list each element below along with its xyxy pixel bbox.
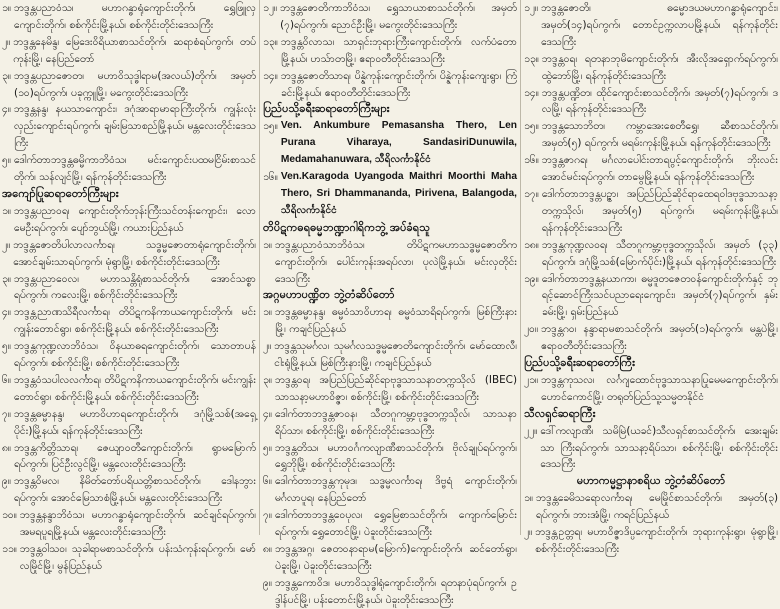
item-text: ဘဒ္ဒန္တနေမိန္ဒ၊ မြေဒေးဝိရိယာစာသင်တိုက်၊ ဆရာစံရပ်ကွက်၊ တပ်ကုန်းမြို့၊ နေပြည်တော် <box>13 35 256 65</box>
item-number: ၃။ <box>2 272 11 285</box>
item-text: ဒေါက်တာဘဒ္ဒန္တဝေပုလ၊ ရွှေမြေစာသင်တိုက်၊ ကျောက်မြောင်းရပ်ကွက်၊ ရွှေတောင်မြို့၊ ပဲခူးတိုင်းဒေသကြီး <box>275 509 517 539</box>
item-number: ၆။ <box>2 373 11 386</box>
item-text: ဘဒ္ဒန္တဇောတိပါလာလင်္ကာရ၊ သဒ္ဓမ္မဇောတာရုံကျောင်းတိုက်၊ အောင်ချမ်းသာရပ်ကွက်၊ မုံရွာမြို့၊ စစ်ကိုင်းတိုင်းဒေသကြီး <box>13 238 256 268</box>
item-text: ဘဒ္ဒန္တပညာဇောတ၊ မဟာဝိသုဒ္ဓါရာမ(အလယ်)တိုက်၊ အမှတ် (၁၀)ရပ်ကွက်၊ ပခုက္ကူမြို့၊ မကွေးတိုင်းဒေသကြီး <box>14 69 256 99</box>
item-text: ဒေါက်တာဘဒ္ဒန္တဓမ္မိကာဘိဝံသ၊ မင်းကျောင်းပထမငြိမ်းစာသင်တိုက်၊ သန်လျင်မြို့၊ ရန်ကုန်တိုင်းဒေသကြီး <box>14 154 256 184</box>
item-number: ၃။ <box>2 69 11 82</box>
item-text: ဘဒ္ဒန္တဂဝ၊ နန္ဒာရာမစာသင်တိုက်၊ အမှတ်(၁)ရပ်ကွက်၊ မန္တပဲမြို့၊ ဧရာဝတီတိုင်းဒေသကြီး <box>541 323 778 353</box>
list-item <box>524 490 778 524</box>
item-number: ၁။ <box>2 204 11 217</box>
list-item <box>524 271 778 322</box>
item-number: ၁၄။ <box>524 86 539 99</box>
item-number: ၅။ <box>263 441 272 454</box>
list-item <box>263 338 517 372</box>
item-text: ဘဒ္ဒန္တကိတ္တိသာရ၊ ဇေယျာဝတီကျောင်းတိုက်၊ ရွာမမြောက်ရပ်ကွက်၊ ပြင်ဦးလွင်မြို့၊ မန္တလေးတိုင်းဒေသကြီး <box>14 441 256 471</box>
section-heading: တိပိဋကဓရဓမ္မဘဏ္ဍာဂါရိကဘွဲ့ အပ်ခံရသူ <box>263 220 431 234</box>
item-text: ဒေါက်တာဘဒ္ဒန္တပဉ္ဇာ၊ အပြည်ပြည်ဆိုင်ရာထေရဝါဒဗုဒ္ဓသာသနာ့တက္ကသိုလ်၊ အမှတ်(၅) ရပ်ကွက်၊ မရမ်းကုန်းမြို့နယ်၊ ရန်ကုန်တိုင်းဒေသကြီး <box>541 187 778 234</box>
item-number: ၁။ <box>2 2 11 14</box>
item-text: ဘဒ္ဒန္တတိသ၊ မဟာဝင်္ဂကလျာဏီစာသင်တိုက်၊ ဗိုလ်ချုပ်ရပ်ကွက်၊ ရွှေဘိုမြို့၊ စစ်ကိုင်းတိုင်းဒေသကြီး <box>275 441 517 471</box>
list-item <box>2 68 256 102</box>
list-item <box>524 524 778 558</box>
item-text: ဘဒ္ဒန္တပညာဝံသာဘိဝံသ၊ တိပိဋကမဟာသဒ္ဓမ္မဇောတိကကျောင်းတိုက်၊ ပေါင်းကုန်းအရပ်လာ၊ ပုလဲမြို့နယ်၊ မင်းလှတိုင်းဒေသကြီး <box>275 238 517 285</box>
item-number: ၂၂။ <box>524 424 538 437</box>
item-number: ၄။ <box>2 306 11 319</box>
item-text: ဘဒ္ဒန္တဇာဂရ၊ မင်္ဂလာပေါင်းတာရပွင့်ကျောင်းတိုက်၊ ဘိုးလင်းအောင်မင်းရပ်ကွက်၊ တာမွေမြို့နယ်၊ ရန်ကုန်တိုင်းဒေသကြီး <box>541 154 778 184</box>
item-text: ဒေါက်တာဘဒ္ဒန္တကုမုဒ၊ သဒ္ဓမ္မလင်္ကာရ၊ ဒိဗ္ဗရံ ကျောင်းတိုက်၊ မင်္ဂလာပူရ၊ နေပြည်တော် <box>275 475 517 505</box>
item-number: ၁၁။ <box>2 543 17 555</box>
list-item <box>2 473 256 507</box>
item-text: ဘဒ္ဒန္တဝရ၊ အပြည်ပြည်ဆိုင်ရာဗုဒ္ဓသာသနာတက္ကသိုလ် (IBEC) သာသနာ့မဟာဝိဇ္ဇာ၊ စစ်ကိုင်းမြို့၊ စစ်ကိုင်းတိုင်းဒေသကြီး <box>275 373 517 403</box>
list-item <box>263 118 517 169</box>
item-number: ၁။ <box>524 492 533 505</box>
list-item <box>2 34 256 68</box>
list-item <box>2 507 256 541</box>
item-text: ဘဒ္ဒန္တနန္ဒာဘိဝံသ၊ မဟာဂန္ဓာရုံကျောင်းတိုက်၊ ဆင်ချင်ရပ်ကွက်၊ အမရပူရမြို့နယ်၊ မန္တလေးတိုင်းဒေသကြီး <box>19 509 256 539</box>
item-number: ၄။ <box>263 407 272 420</box>
newspaper-page <box>2 0 778 606</box>
item-number: ၈။ <box>263 543 273 555</box>
column-2 <box>263 0 517 606</box>
list-item <box>524 186 778 237</box>
list-item <box>2 338 256 372</box>
item-text: ဘဒ္ဒန္တပညာဝရ၊ ကျောင်းတိုက်ဘုန်းကြီးသင်တန်းကျောင်း၊ လောမေဦးရပ်ကွက်၊ ပျော်ဘွယ်မြို့၊ ကယားပြည်နယ် <box>14 204 256 234</box>
item-number: ၈။ <box>2 441 12 454</box>
item-text: ဘဒ္ဒန္တဝိမလ၊ နိမိတ်တော်ပရိယတ္တိစာသင်တိုက်၊ ဒေါနဘွား ရပ်ကွက်၊ အောင်မြေသာစံမြို့နယ်၊ မန္တလေးတိုင်းဒေသကြီး <box>14 475 256 505</box>
item-number: ၄။ <box>2 103 11 116</box>
item-text: ဘဒ္ဒန္တညာဏသိရီလင်္ကာရ၊ တိပိဋကနိကာယကျောင်းတိုက်၊ မင်းကျွန်းတောင်ရွာ၊ စစ်ကိုင်းမြို့နယ်၊ စစ်ကိုင်းတိုင်းဒေသကြီး <box>14 306 256 336</box>
list-item <box>2 440 256 474</box>
item-number: ၃။ <box>263 373 272 386</box>
list-item <box>524 237 778 271</box>
list-item <box>2 304 256 338</box>
item-text: ဘဒ္ဒန္တခေမိသရောလင်္ကာရ၊ မေမြိုင်စာသင်တိုက်၊ အမှတ်(၃) ရပ်ကွက်၊ ဘားအံမြို့၊ ကရင်ပြည်နယ် <box>536 492 778 522</box>
item-number: ၆။ <box>263 475 272 488</box>
list-item <box>263 237 517 288</box>
item-text: ဘဒ္ဒန္တဇောတိသာရ၊ ပိန္နဲကုန်းကျောင်းတိုက်၊ ပိန္နဲကုန်းကျေးရွာ၊ ကြံခင်းမြို့နယ်၊ ဧရာဝတီတိုင်းဒေသကြီး <box>280 69 517 99</box>
item-number: ၁၇။ <box>524 187 539 200</box>
item-number: ၇။ <box>2 407 11 420</box>
column-3 <box>524 0 778 555</box>
item-text: Ven. Ankumbure Pemasansha Thero, Len Purana Viharaya, SandasiriDunuwila, Medamahanuwara, သီရိလင်္ကာနိုင်ငံ <box>280 120 517 166</box>
item-text: ဘဒ္ဒန္တအဂ္ဂ၊ ဇေတဝနာရာမ(မြောက်)ကျောင်းတိုက်၊ ဆင်တော်ရွာ၊ ပဲခူးမြို့၊ ပဲခူးတိုင်းဒေသကြီး <box>275 543 517 572</box>
list-item <box>263 406 517 440</box>
item-text: ဘဒ္ဒန္တပညာဝေလ၊ မဟာသန္တိရုံစာသင်တိုက်၊ အောင်သစ္စာ ရပ်ကွက်၊ ကလေးမြို့၊ စစ်ကိုင်းတိုင်းဒေသကြီး <box>14 272 256 302</box>
list-item <box>524 85 778 119</box>
item-text: ဘဒ္ဒန္တကုဏ္ဍလဝရ၊ သီတဂူကမ္ဘာ့ဗုဒ္ဓတက္ကသိုလ်၊ အမှတ် (၃၃) ရပ်ကွက်၊ ဒဂုံမြို့သစ်(မြောက်ပိုင်း)မြို့နယ်၊ ရန်ကုန်တိုင်းဒေသကြီး <box>541 238 778 268</box>
list-item <box>263 304 517 338</box>
list-item <box>524 372 778 406</box>
list-item <box>263 68 517 102</box>
item-number: ၂။ <box>2 238 11 251</box>
column-1 <box>2 0 256 572</box>
item-text: ဘဒ္ဒန္တကုသလ၊ လင်္ဂဂျထောင်ဗုဒ္ဓသာသနာပြုမေမကျောင်းတိုက်၊ ဟောင်ကောင်မြို့၊ တရုတ်ပြည်သူ့သမ္မတနိုင်ငံ <box>541 373 778 403</box>
list-item <box>2 406 256 440</box>
list-item <box>263 473 517 507</box>
list-item <box>263 507 517 541</box>
item-number: ၁၅။ <box>263 120 278 133</box>
list-item <box>263 169 517 220</box>
item-text: ဘဒ္ဒန္တပညာဝံသ၊ မဟာဂန္ဓာရုံကျောင်းတိုက်၊ ရွှေဖြူလှကျောင်းတိုက်၊ စစ်ကိုင်းမြို့နယ်၊ စစ်ကိုင်းတိုင်းဒေသကြီး <box>14 2 256 31</box>
item-number: ၁၆။ <box>263 171 278 184</box>
list-item <box>263 440 517 474</box>
item-text: ဒေါ်ကလျာဏီ၊ သမိမြဲ(ယခင်)သီလရှင်စာသင်တိုက်၊ အေးချမ်းသာ ကြီးရပ်ကွက်၊ သာသနာ့ရိပ်သာ၊ စစ်ကိုင်းမြို့၊ စစ်ကိုင်းတိုင်း ဒေသကြီး <box>540 424 778 471</box>
item-text: ဘဒ္ဒန္တဓမ္မာနန္ဒ၊ ဓမ္မဝံသာဝိဟာရ၊ ဓမ္မဝံသာရိရပ်ကွက်၊ မြစ်ကြီးနားမြို့၊ ကချင်ပြည်နယ် <box>275 306 517 336</box>
item-text: ဘဒ္ဒန္တဝရ၊ ရတနာဘုမိကျောင်းတိုက်၊ အီးလိုအရှောက်ရပ်ကွက်၊ ထွဲဘော်မြို့၊ ရန်ကုန်တိုင်းဒေသကြီး <box>541 52 778 82</box>
item-number: ၁၀။ <box>2 509 17 522</box>
list-item <box>524 152 778 186</box>
section-heading: ပြည်ပသို့ခရီးဆရာတော်ကြီး <box>524 356 635 370</box>
list-item <box>524 423 778 474</box>
item-text: ဘဒ္ဒန္တပဏ္ဍိတ၊ ထိုင်ကျောင်းစာသင်တိုက်၊ အမှတ်(၇)ရပ်ကွက်၊ ဒလမြို့၊ ရန်ကုန်တိုင်းဒေသကြီး <box>541 86 778 116</box>
item-text: ဘဒ္ဒန္တဓမ္မာနန္ဒ၊ မဟာဝိဟာရကျောင်းတိုက်၊ ဒဂုံမြို့သစ်(အရှေ့ပိုင်း)မြို့နယ်၊ ရန်ကုန်တိုင်းဒေသကြီး <box>14 407 256 437</box>
item-number: ၁၄။ <box>263 69 278 82</box>
item-text: ဘဒ္ဒန္တဝိလာသ၊ သာရှင်းဘုရားကြီးကျောင်းတိုက်၊ လက်ပံတောမြို့နယ်၊ ဟသ်ာတမြို့၊ ဧရာဝတီတိုင်းဒေသကြီး <box>280 35 517 65</box>
list-item <box>2 0 256 34</box>
list-item <box>2 203 256 237</box>
item-number: ၅။ <box>2 154 11 167</box>
item-text: ဘဒ္ဒန္တဥတ္တရ၊ မဟာဝိဇ္ဇာဒိပ္ပကျောင်းတိုက်၊ ဘုရားကုန်းရွာ၊ မုံရွာမြို့၊ စစ်ကိုင်းတိုင်းဒေသကြီး <box>535 526 778 555</box>
item-number: ၁၂။ <box>524 2 539 14</box>
item-number: ၁၃။ <box>263 35 278 48</box>
list-item <box>524 0 778 51</box>
list-item <box>2 152 256 186</box>
list-item <box>2 237 256 271</box>
item-text: ဘဒ္ဒန္တသုမင်္ဂလ၊ သုမင်္ဂလသဒ္ဓမ္မဇောတိကျောင်းတိုက်၊ မော်ထောလီ၊ ငါးရုံမြို့နယ်၊ မြစ်ကြီးနားမြို့၊ ကချင်ပြည်နယ် <box>274 340 517 370</box>
item-number: ၁၈။ <box>524 238 539 251</box>
item-number: ၉။ <box>263 576 272 589</box>
section-heading: မဟာကမ္မဋ္ဌာနာစရိယ ဘွဲ့တံဆိပ်တော် <box>576 474 726 488</box>
list-item <box>2 101 256 152</box>
item-number: ၇။ <box>263 509 272 522</box>
item-text: ဘဒ္ဒန္တသောဘိတ၊ ကမ္ဘာအေးစေတီရွှေ၊ ဆီစာသင်တိုက်၊ အမှတ်(၅) ရပ်ကွက်၊ မရမ်းကုန်းမြို့နယ်၊ ရန်ကုန်တိုင်းဒေသကြီး <box>541 120 778 150</box>
item-text: ဘဒ္ဒန္တကောဝိဒ၊ မဟာဝိသုဒ္ဓါရုံကျောင်းတိုက်၊ ရတနာပုံရပ်ကွက်၊ ဥဒ္ဒါန်ပင်မြို့၊ ပန်းတောင်းမြို့နယ်၊ ပဲခူးတိုင်းဒေသကြီး <box>275 576 517 606</box>
list-item <box>263 541 517 575</box>
item-number: ၁၉။ <box>524 272 539 285</box>
list-item <box>524 118 778 152</box>
item-number: ၂၁။ <box>524 373 539 386</box>
item-text: ဘဒ္ဒန္တဝါသဝ၊ သုခါရာမစာသင်တိုက်၊ ပန်းသံကုန်းရပ်ကွက်၊ မော်လမြိုင်မြို့၊ မွန်ပြည်နယ် <box>19 543 256 572</box>
list-item <box>263 34 517 68</box>
list-item <box>263 372 517 406</box>
list-item <box>2 271 256 305</box>
section-heading: အဂ္ဂမဟာပဏ္ဍိတ ဘွဲ့တံဆိပ်တော် <box>263 288 395 302</box>
item-text: ဘဒ္ဒန္တဇောတိ၊ ဓမ္မောဒယမဟာဂန္ဓာရုံကျောင်း၊ အမှတ်(၁၄)ရပ်ကွက်၊ တောင်ဥက္ကလာပမြို့နယ်၊ ရန်ကုန်တိုင်းဒေသကြီး <box>541 2 778 48</box>
item-text: ဒေါက်တာဘဒ္ဒန္တနယာကာ၊ ဓမ္မဒူတဇေတဝန်ကျောင်းတိုက်နှင့် ဘုရင့်ဆောင်ကြီးသင်ပညာရေးကျောင်း၊ အမှတ်(၇)ရပ်ကွက်၊ နှမ်းခမ်းမြို့၊ ရှမ်းပြည်နယ် <box>541 272 778 319</box>
item-number: ၁၅။ <box>524 120 539 133</box>
item-number: ၁။ <box>263 306 272 319</box>
list-item <box>524 51 778 85</box>
list-item <box>2 541 256 575</box>
list-item <box>524 321 778 355</box>
item-number: ၂။ <box>2 35 11 48</box>
item-number: ၁။ <box>263 238 272 251</box>
section-heading: အကျော်ပြုဆရာတော်ကြီးများ <box>2 186 119 200</box>
item-number: ၁၆။ <box>524 154 539 167</box>
section-heading: ပြည်ပသို့ခရီးဆရာတော်ကြီးများ <box>263 102 390 116</box>
item-text: ဘဒ္ဒန္တဇောတိကာဘိဝံသ၊ ရွှေသာယာစာသင်တိုက်၊ အမှတ် (၇)ရပ်ကွက်၊ ညောင်ဦးမြို့၊ မကွေးတိုင်းဒေသကြီး <box>280 2 517 31</box>
item-text: ဘဒ္ဒန္တကုဏ္ဍလာဘိဝံသ၊ ဝိနယာဓရကျောင်းတိုက်၊ သောတာပန်ရပ်ကွက်၊ စစ်ကိုင်းမြို့၊ စစ်ကိုင်းတိုင်းဒေသကြီး <box>14 340 256 370</box>
item-text: ဘဒ္ဒန္တဝံသပါလလင်္ကာရ၊ တိပိဋကနိကာယကျောင်းတိုက်၊ မင်းကျွန်းတောင်ရွာ၊ စစ်ကိုင်းမြို့နယ်၊ စစ်ကိုင်းတိုင်းဒေသကြီး <box>14 373 256 403</box>
item-number: ၂။ <box>263 340 272 353</box>
item-text: ဘဒ္ဒန္တနန္ဒ၊ နယသာကျောင်း၊ ဒဂုံအာရာမာရာကြီးတိုက်၊ ကျွန်းလုံးလှည်းကျောင်းရပ်ကွက်၊ ချမ်းမြသာစည်မြို့နယ်၊ မန္တလေးတိုင်းဒေသကြီး <box>14 103 256 150</box>
list-item <box>263 0 517 34</box>
item-number: ၂၀။ <box>524 323 539 336</box>
item-text: Ven.Karagoda Uyangoda Maithri Moorthi Maha Thero, Sri Dhammananda, Pirivena, Balangoda, သီရိလင်္ကာနိုင်ငံ <box>280 171 517 216</box>
item-text: ဒေါက်တာဘဒ္ဒန္တဇာဝန၊ သီတဂူကမ္ဘာ့ဗုဒ္ဓတက္ကသိုလ်၊ သာသနာရိပ်သာ၊ စစ်ကိုင်းမြို့၊ စစ်ကိုင်းတိုင်းဒေသကြီး <box>275 407 517 437</box>
list-item <box>263 575 517 609</box>
list-item <box>2 372 256 406</box>
item-number: ၂။ <box>524 526 533 539</box>
item-number: ၁၂။ <box>263 2 278 14</box>
item-number: ၁၃။ <box>524 52 539 65</box>
item-number: ၅။ <box>2 340 11 353</box>
item-number: ၉။ <box>2 475 11 488</box>
section-heading: သီလရှင်ဆရာကြီး <box>524 406 596 420</box>
